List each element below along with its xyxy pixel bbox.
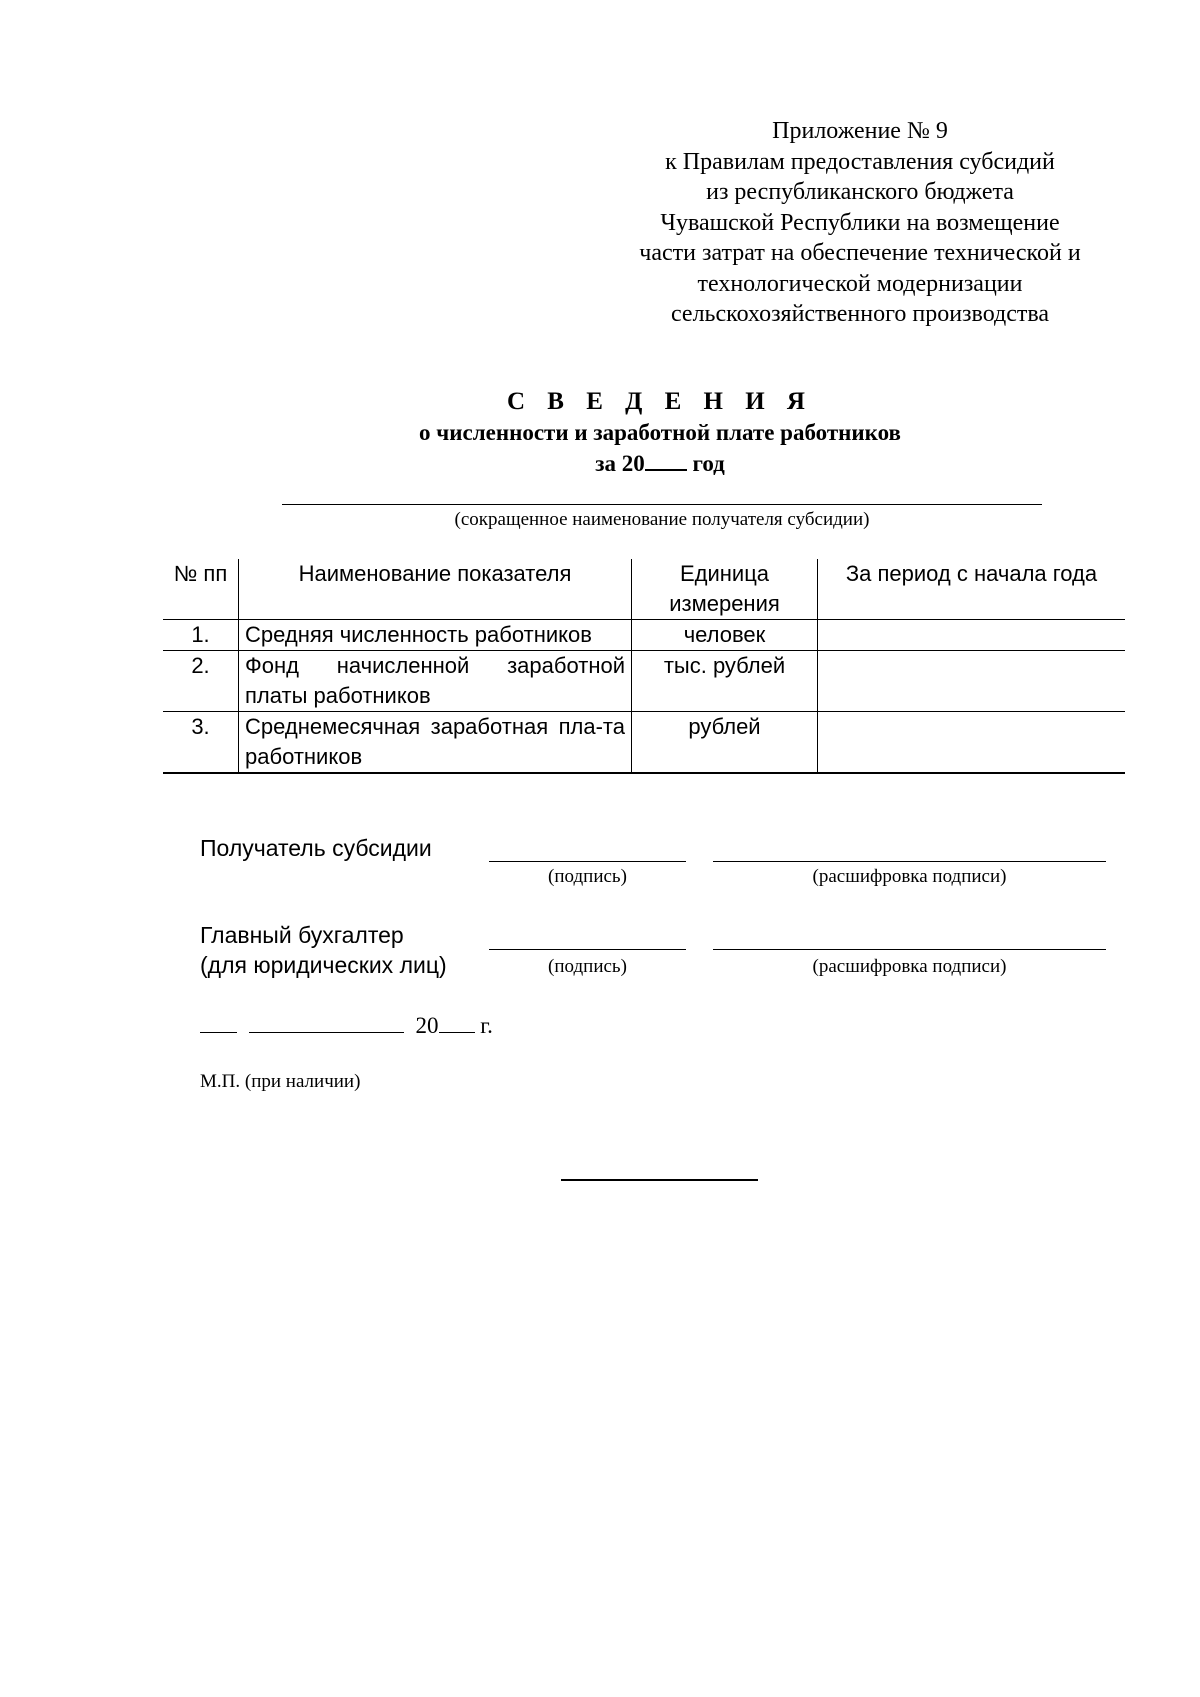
year-blank[interactable] <box>645 447 687 471</box>
appendix-line: технологической модернизации <box>697 270 1023 297</box>
date-row <box>200 1012 493 1039</box>
row-unit: рублей <box>632 712 818 774</box>
table-row <box>163 651 1125 712</box>
stamp-note: М.П. (при наличии) <box>200 1071 361 1092</box>
appendix-line: из республиканского бюджета <box>706 179 1014 205</box>
title-year-prefix: за 20 <box>595 451 645 476</box>
recipient-name-line[interactable] <box>282 504 1042 505</box>
table-row <box>163 712 1125 774</box>
title-subtitle: о численности и заработной плате работников <box>419 420 901 445</box>
end-divider <box>561 1179 758 1181</box>
recipient-signature-line[interactable] <box>489 861 686 862</box>
appendix-line: Чувашской Республики на возмещение <box>660 209 1060 236</box>
row-value-cell[interactable] <box>818 712 1126 774</box>
header-period: За период с начала года <box>818 559 1126 620</box>
appendix-line: к Правилам предоставления субсидий <box>665 148 1055 175</box>
row-num: 1. <box>163 620 239 651</box>
appendix-header <box>620 116 1100 330</box>
appendix-line: сельскохозяйственного производства <box>670 301 1050 327</box>
row-unit: тыс. рублей <box>632 651 818 712</box>
appendix-line: части затрат на обеспечение технической и <box>639 240 1081 266</box>
recipient-signature-caption: (подпись) <box>548 866 627 887</box>
row-name: Средняя численность работников <box>239 620 632 651</box>
row-value-cell[interactable] <box>818 620 1126 651</box>
accountant-signature-caption: (подпись) <box>548 956 627 977</box>
recipient-decode-line[interactable] <box>713 861 1106 862</box>
row-num: 2. <box>163 651 239 712</box>
accountant-decode-line[interactable] <box>713 949 1106 950</box>
accountant-signature-line[interactable] <box>489 949 686 950</box>
month-blank[interactable] <box>249 1012 404 1033</box>
row-unit: человек <box>632 620 818 651</box>
day-blank[interactable] <box>200 1012 237 1033</box>
title-year-suffix: год <box>686 451 725 476</box>
row-name: Фонд начисленной заработной платы работников <box>239 651 632 712</box>
header-name: Наименование показателя <box>239 559 632 620</box>
header-num: № пп <box>163 559 239 620</box>
row-value-cell[interactable] <box>818 651 1126 712</box>
recipient-signer-label: Получатель субсидии <box>200 835 432 861</box>
row-num: 3. <box>163 712 239 774</box>
table-header-row <box>163 559 1125 620</box>
recipient-caption: (сокращенное наименование получателя субсидии) <box>454 509 870 530</box>
title-main: С В Е Д Е Н И Я <box>507 388 813 415</box>
appendix-line: Приложение № 9 <box>772 118 948 144</box>
accountant-label: Главный бухгалтер <box>200 922 404 948</box>
date-suffix: г. <box>474 1013 493 1038</box>
header-unit: Единица измерения <box>632 559 818 620</box>
date-year-blank[interactable] <box>439 1012 475 1033</box>
indicators-table <box>163 559 1125 774</box>
document-title <box>300 386 1020 478</box>
row-name: Среднемесячная заработная пла-та работников <box>239 712 632 774</box>
recipient-decode-caption: (расшифровка подписи) <box>812 866 1007 887</box>
table-row <box>163 620 1125 651</box>
accountant-label-note: (для юридических лиц) <box>200 952 447 978</box>
date-year-prefix: 20 <box>415 1013 439 1038</box>
title-year <box>300 447 1020 478</box>
accountant-decode-caption: (расшифровка подписи) <box>812 956 1007 977</box>
